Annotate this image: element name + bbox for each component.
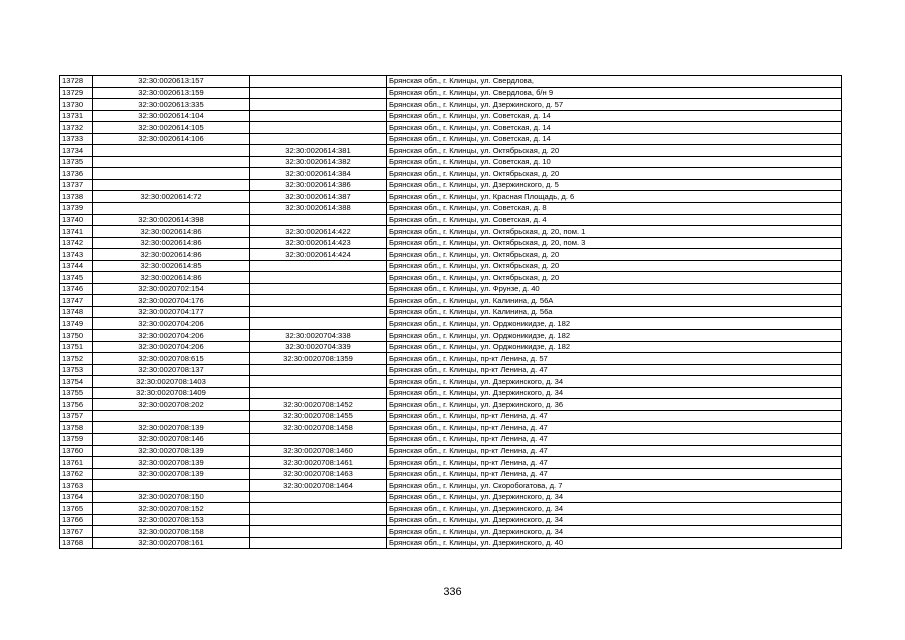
address-cell: Брянская обл., г. Клинцы, ул. Дзержинского, д. 34 [387,376,842,388]
address-cell: Брянская обл., г. Клинцы, ул. Октябрьская, д. 20 [387,272,842,284]
table-row [60,133,842,145]
address-cell: Брянская обл., г. Клинцы, ул. Дзержинского, д. 34 [387,387,842,399]
address-cell: Брянская обл., г. Клинцы, ул. Дзержинского, д. 34 [387,526,842,538]
cadastral-number-cell: 32:30:0020708:137 [93,364,250,376]
row-number-cell: 13766 [60,514,93,526]
linked-cadastral-number-cell: 32:30:0020614:388 [250,203,387,215]
cadastral-number-cell: 32:30:0020704:177 [93,306,250,318]
address-cell: Брянская обл., г. Клинцы, ул. Свердлова, [387,76,842,88]
cadastral-number-cell: 32:30:0020613:159 [93,87,250,99]
address-cell: Брянская обл., г. Клинцы, пр-кт Ленина, д. 47 [387,364,842,376]
address-cell: Брянская обл., г. Клинцы, пр-кт Ленина, д. 47 [387,468,842,480]
table-row [60,306,842,318]
table-row [60,283,842,295]
address-cell: Брянская обл., г. Клинцы, ул. Свердлова, б/н 9 [387,87,842,99]
row-number-cell: 13752 [60,353,93,365]
row-number-cell: 13748 [60,306,93,318]
cadastral-number-cell: 32:30:0020708:615 [93,353,250,365]
cadastral-number-cell [93,168,250,180]
cadastral-number-cell: 32:30:0020704:206 [93,341,250,353]
linked-cadastral-number-cell [250,503,387,515]
address-cell: Брянская обл., г. Клинцы, ул. Октябрьская, д. 20 [387,145,842,157]
row-number-cell: 13759 [60,433,93,445]
address-cell: Брянская обл., г. Клинцы, ул. Дзержинского, д. 40 [387,537,842,549]
linked-cadastral-number-cell [250,272,387,284]
cadastral-number-cell: 32:30:0020708:152 [93,503,250,515]
linked-cadastral-number-cell [250,364,387,376]
address-cell: Брянская обл., г. Клинцы, ул. Октябрьская, д. 20 [387,260,842,272]
address-cell: Брянская обл., г. Клинцы, пр-кт Ленина, д. 47 [387,422,842,434]
row-number-cell: 13732 [60,122,93,134]
linked-cadastral-number-cell: 32:30:0020708:1463 [250,468,387,480]
address-cell: Брянская обл., г. Клинцы, ул. Октябрьская, д. 20 [387,249,842,261]
table-row [60,260,842,272]
table-row [60,214,842,226]
linked-cadastral-number-cell: 32:30:0020614:384 [250,168,387,180]
row-number-cell: 13743 [60,249,93,261]
table-row [60,191,842,203]
table-row [60,179,842,191]
table-row [60,237,842,249]
table-row [60,526,842,538]
cadastral-number-cell: 32:30:0020614:85 [93,260,250,272]
cadastral-number-cell [93,203,250,215]
table-row [60,353,842,365]
cadastral-number-cell: 32:30:0020708:150 [93,491,250,503]
address-cell: Брянская обл., г. Клинцы, ул. Советская, д. 10 [387,156,842,168]
address-cell: Брянская обл., г. Клинцы, ул. Дзержинского, д. 36 [387,399,842,411]
row-number-cell: 13737 [60,179,93,191]
table-row [60,387,842,399]
row-number-cell: 13746 [60,283,93,295]
table-row [60,318,842,330]
row-number-cell: 13741 [60,226,93,238]
property-register-table [59,75,842,549]
cadastral-number-cell: 32:30:0020614:105 [93,122,250,134]
table-row [60,341,842,353]
row-number-cell: 13739 [60,203,93,215]
cadastral-number-cell [93,480,250,492]
linked-cadastral-number-cell [250,133,387,145]
linked-cadastral-number-cell: 32:30:0020708:1359 [250,353,387,365]
cadastral-number-cell: 32:30:0020708:161 [93,537,250,549]
linked-cadastral-number-cell: 32:30:0020704:339 [250,341,387,353]
row-number-cell: 13730 [60,99,93,111]
table-row [60,399,842,411]
row-number-cell: 13763 [60,480,93,492]
cadastral-number-cell: 32:30:0020708:1409 [93,387,250,399]
row-number-cell: 13744 [60,260,93,272]
register-table-body [60,76,842,549]
cadastral-number-cell: 32:30:0020708:139 [93,457,250,469]
linked-cadastral-number-cell [250,514,387,526]
linked-cadastral-number-cell [250,376,387,388]
linked-cadastral-number-cell [250,283,387,295]
linked-cadastral-number-cell: 32:30:0020614:382 [250,156,387,168]
linked-cadastral-number-cell: 32:30:0020614:422 [250,226,387,238]
address-cell: Брянская обл., г. Клинцы, пр-кт Ленина, д. 57 [387,353,842,365]
cadastral-number-cell: 32:30:0020702:154 [93,283,250,295]
row-number-cell: 13754 [60,376,93,388]
address-cell: Брянская обл., г. Клинцы, ул. Октябрьская, д. 20 [387,168,842,180]
cadastral-number-cell: 32:30:0020708:139 [93,445,250,457]
table-row [60,156,842,168]
row-number-cell: 13751 [60,341,93,353]
linked-cadastral-number-cell [250,87,387,99]
address-cell: Брянская обл., г. Клинцы, пр-кт Ленина, д. 47 [387,457,842,469]
address-cell: Брянская обл., г. Клинцы, ул. Советская, д. 8 [387,203,842,215]
row-number-cell: 13756 [60,399,93,411]
row-number-cell: 13738 [60,191,93,203]
linked-cadastral-number-cell [250,306,387,318]
row-number-cell: 13729 [60,87,93,99]
address-cell: Брянская обл., г. Клинцы, пр-кт Ленина, д. 47 [387,410,842,422]
row-number-cell: 13764 [60,491,93,503]
row-number-cell: 13734 [60,145,93,157]
table-row [60,445,842,457]
table-row [60,457,842,469]
table-row [60,249,842,261]
cadastral-number-cell [93,410,250,422]
address-cell: Брянская обл., г. Клинцы, ул. Дзержинского, д. 57 [387,99,842,111]
linked-cadastral-number-cell [250,491,387,503]
cadastral-number-cell: 32:30:0020708:146 [93,433,250,445]
row-number-cell: 13731 [60,110,93,122]
cadastral-number-cell: 32:30:0020614:86 [93,237,250,249]
table-row [60,514,842,526]
linked-cadastral-number-cell: 32:30:0020708:1461 [250,457,387,469]
linked-cadastral-number-cell [250,295,387,307]
table-row [60,203,842,215]
row-number-cell: 13755 [60,387,93,399]
row-number-cell: 13762 [60,468,93,480]
cadastral-number-cell: 32:30:0020708:153 [93,514,250,526]
address-cell: Брянская обл., г. Клинцы, ул. Советская, д. 4 [387,214,842,226]
linked-cadastral-number-cell: 32:30:0020708:1455 [250,410,387,422]
address-cell: Брянская обл., г. Клинцы, ул. Красная Площадь, д. 6 [387,191,842,203]
table-row [60,110,842,122]
row-number-cell: 13740 [60,214,93,226]
cadastral-number-cell: 32:30:0020614:86 [93,249,250,261]
address-cell: Брянская обл., г. Клинцы, ул. Орджоникидзе, д. 182 [387,341,842,353]
linked-cadastral-number-cell [250,260,387,272]
cadastral-number-cell: 32:30:0020708:139 [93,422,250,434]
row-number-cell: 13765 [60,503,93,515]
linked-cadastral-number-cell [250,122,387,134]
table-row [60,87,842,99]
table-row [60,503,842,515]
page-number: 336 [443,586,462,598]
address-cell: Брянская обл., г. Клинцы, ул. Октябрьская, д. 20, пом. 3 [387,237,842,249]
linked-cadastral-number-cell: 32:30:0020708:1460 [250,445,387,457]
row-number-cell: 13749 [60,318,93,330]
table-row [60,226,842,238]
address-cell: Брянская обл., г. Клинцы, ул. Советская, д. 14 [387,133,842,145]
table-row [60,272,842,284]
linked-cadastral-number-cell: 32:30:0020614:386 [250,179,387,191]
cadastral-number-cell: 32:30:0020614:86 [93,272,250,284]
table-row [60,168,842,180]
address-cell: Брянская обл., г. Клинцы, ул. Скоробогатова, д. 7 [387,480,842,492]
cadastral-number-cell: 32:30:0020704:206 [93,318,250,330]
row-number-cell: 13758 [60,422,93,434]
row-number-cell: 13760 [60,445,93,457]
cadastral-number-cell: 32:30:0020613:335 [93,99,250,111]
cadastral-number-cell: 32:30:0020708:1403 [93,376,250,388]
cadastral-number-cell: 32:30:0020708:158 [93,526,250,538]
cadastral-number-cell: 32:30:0020614:72 [93,191,250,203]
cadastral-number-cell: 32:30:0020614:398 [93,214,250,226]
table-row [60,422,842,434]
linked-cadastral-number-cell: 32:30:0020614:381 [250,145,387,157]
row-number-cell: 13767 [60,526,93,538]
table-row [60,99,842,111]
row-number-cell: 13735 [60,156,93,168]
table-row [60,480,842,492]
linked-cadastral-number-cell: 32:30:0020708:1464 [250,480,387,492]
linked-cadastral-number-cell [250,99,387,111]
linked-cadastral-number-cell [250,526,387,538]
address-cell: Брянская обл., г. Клинцы, ул. Дзержинского, д. 34 [387,514,842,526]
cadastral-number-cell: 32:30:0020708:202 [93,399,250,411]
address-cell: Брянская обл., г. Клинцы, ул. Дзержинского, д. 34 [387,491,842,503]
row-number-cell: 13747 [60,295,93,307]
address-cell: Брянская обл., г. Клинцы, ул. Октябрьская, д. 20, пом. 1 [387,226,842,238]
address-cell: Брянская обл., г. Клинцы, ул. Орджоникидзе, д. 182 [387,318,842,330]
address-cell: Брянская обл., г. Клинцы, пр-кт Ленина, д. 47 [387,445,842,457]
address-cell: Брянская обл., г. Клинцы, ул. Орджоникидзе, д. 182 [387,330,842,342]
table-row [60,145,842,157]
table-row [60,330,842,342]
row-number-cell: 13768 [60,537,93,549]
linked-cadastral-number-cell: 32:30:0020614:387 [250,191,387,203]
row-number-cell: 13761 [60,457,93,469]
table-row [60,491,842,503]
linked-cadastral-number-cell: 32:30:0020708:1452 [250,399,387,411]
address-cell: Брянская обл., г. Клинцы, ул. Советская, д. 14 [387,110,842,122]
cadastral-number-cell: 32:30:0020704:176 [93,295,250,307]
row-number-cell: 13728 [60,76,93,88]
row-number-cell: 13745 [60,272,93,284]
address-cell: Брянская обл., г. Клинцы, ул. Дзержинского, д. 5 [387,179,842,191]
address-cell: Брянская обл., г. Клинцы, ул. Калинина, д. 56а [387,306,842,318]
row-number-cell: 13742 [60,237,93,249]
row-number-cell: 13757 [60,410,93,422]
row-number-cell: 13736 [60,168,93,180]
linked-cadastral-number-cell: 32:30:0020614:424 [250,249,387,261]
table-row [60,433,842,445]
address-cell: Брянская обл., г. Клинцы, пр-кт Ленина, д. 47 [387,433,842,445]
linked-cadastral-number-cell [250,214,387,226]
linked-cadastral-number-cell: 32:30:0020708:1458 [250,422,387,434]
address-cell: Брянская обл., г. Клинцы, ул. Калинина, д. 56А [387,295,842,307]
cadastral-number-cell: 32:30:0020704:206 [93,330,250,342]
cadastral-number-cell: 32:30:0020708:139 [93,468,250,480]
table-row [60,364,842,376]
address-cell: Брянская обл., г. Клинцы, ул. Фрунзе, д. 40 [387,283,842,295]
table-row [60,410,842,422]
cadastral-number-cell [93,145,250,157]
row-number-cell: 13733 [60,133,93,145]
linked-cadastral-number-cell: 32:30:0020614:423 [250,237,387,249]
table-row [60,376,842,388]
linked-cadastral-number-cell [250,318,387,330]
cadastral-number-cell: 32:30:0020614:106 [93,133,250,145]
cadastral-number-cell [93,179,250,191]
table-row [60,468,842,480]
linked-cadastral-number-cell [250,387,387,399]
linked-cadastral-number-cell [250,110,387,122]
linked-cadastral-number-cell: 32:30:0020704:338 [250,330,387,342]
linked-cadastral-number-cell [250,537,387,549]
table-row [60,76,842,88]
cadastral-number-cell [93,156,250,168]
cadastral-number-cell: 32:30:0020614:86 [93,226,250,238]
table-row [60,122,842,134]
table-row [60,295,842,307]
row-number-cell: 13750 [60,330,93,342]
table-row [60,537,842,549]
address-cell: Брянская обл., г. Клинцы, ул. Советская, д. 14 [387,122,842,134]
linked-cadastral-number-cell [250,76,387,88]
linked-cadastral-number-cell [250,433,387,445]
address-cell: Брянская обл., г. Клинцы, ул. Дзержинского, д. 34 [387,503,842,515]
cadastral-number-cell: 32:30:0020614:104 [93,110,250,122]
cadastral-number-cell: 32:30:0020613:157 [93,76,250,88]
row-number-cell: 13753 [60,364,93,376]
